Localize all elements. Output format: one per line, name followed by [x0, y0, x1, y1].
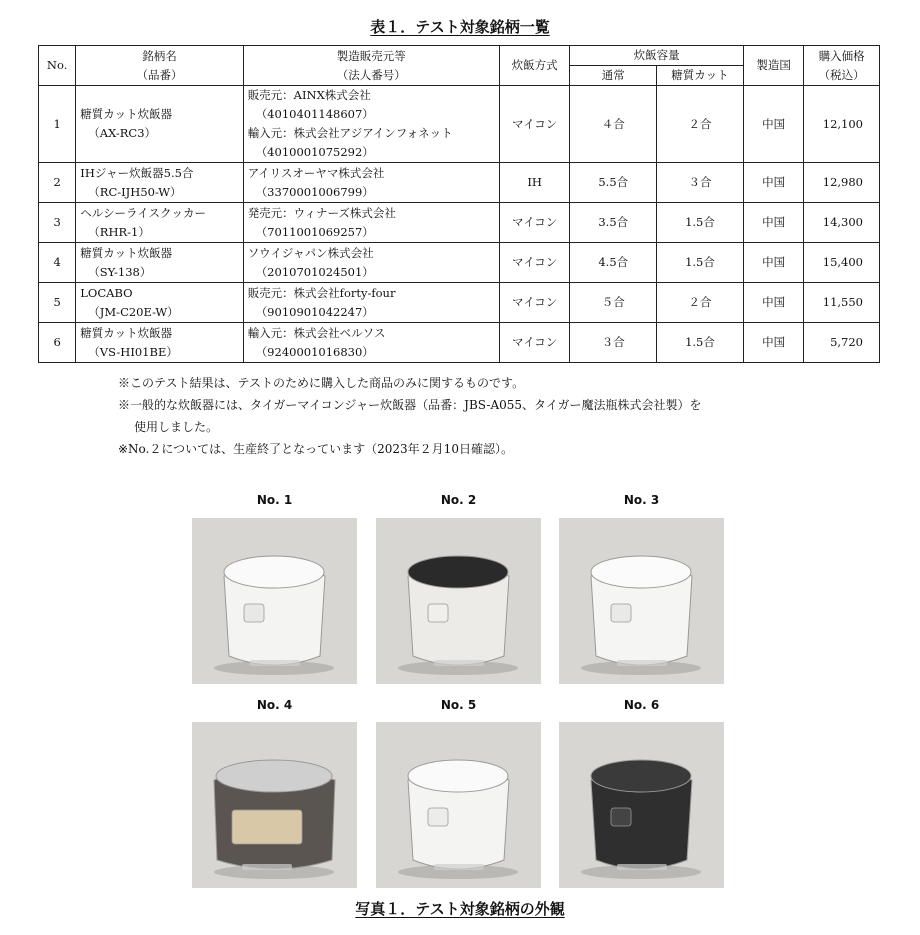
header-capacity: 炊飯容量 [570, 46, 743, 66]
cell-price: 5,720 [804, 323, 880, 363]
cell-method: マイコン [499, 243, 570, 283]
header-country: 製造国 [743, 46, 804, 86]
cell-no: 1 [39, 86, 76, 163]
header-name [76, 46, 243, 86]
photo-label: No. 5 [440, 698, 477, 712]
notes [118, 372, 878, 460]
maker-line: （2010701024501） [255, 264, 374, 279]
rice-cooker-icon [559, 722, 724, 888]
product-model: （RC-IJH50-W） [88, 184, 182, 199]
rice-cooker-icon [376, 722, 541, 888]
product-name: 糖質カット炊飯器 [80, 107, 173, 121]
table-row [39, 163, 880, 203]
rice-cooker-photo [376, 518, 541, 684]
cell-method: マイコン [499, 283, 570, 323]
product-model: （SY-138） [88, 264, 152, 279]
maker-line: （3370001006799） [255, 184, 374, 199]
rice-cooker-photo [376, 722, 541, 888]
rice-cooker-icon [192, 722, 357, 888]
cell-capacity-normal: 4.5合 [570, 243, 657, 283]
cell-country: 中国 [743, 283, 804, 323]
cell-no: 6 [39, 323, 76, 363]
photo-label: No. 1 [256, 493, 293, 507]
cell-method: マイコン [499, 323, 570, 363]
maker-line: 発売元：ウィナーズ株式会社 [247, 205, 396, 220]
rice-cooker-icon [192, 518, 357, 684]
cell-name [76, 243, 243, 283]
product-name: 糖質カット炊飯器 [80, 325, 173, 340]
header-method: 炊飯方式 [499, 46, 570, 86]
product-model: （AX-RC3） [88, 126, 157, 140]
table-title: 表１．テスト対象銘柄一覧 [370, 18, 550, 36]
header-row [39, 46, 880, 66]
cell-capacity-lowcarb: ２合 [657, 283, 744, 323]
cell-no: 3 [39, 203, 76, 243]
table-row [39, 86, 880, 163]
note-line: ※No.２については、生産終了となっています（2023年２月10日確認）。 [118, 442, 513, 456]
header-price-label: 購入価格 [818, 48, 865, 63]
cell-method: マイコン [499, 86, 570, 163]
cell-maker [243, 203, 499, 243]
header-price [804, 46, 880, 86]
cell-capacity-normal: 5.5合 [570, 163, 657, 203]
maker-line: ソウイジャパン株式会社 [247, 245, 374, 260]
table-row [39, 283, 880, 323]
cell-country: 中国 [743, 203, 804, 243]
header-maker-label: 製造販売元等 [336, 48, 406, 63]
note-line: ※一般的な炊飯器には、タイガーマイコンジャー炊飯器（品番：JBS-A055、タイガー魔法瓶株式会社製）を [118, 398, 702, 412]
product-model: （JM-C20E-W） [88, 304, 179, 319]
cell-capacity-normal: ４合 [570, 86, 657, 163]
cell-capacity-lowcarb: ３合 [657, 163, 744, 203]
cell-capacity-normal: ３合 [570, 323, 657, 363]
product-name: IHジャー炊飯器5.5合 [80, 165, 194, 180]
cell-price: 14,300 [804, 203, 880, 243]
cell-maker [243, 86, 499, 163]
cell-maker [243, 243, 499, 283]
cell-method: IH [499, 163, 570, 203]
maker-line: アイリスオーヤマ株式会社 [247, 165, 385, 180]
cell-name [76, 203, 243, 243]
cell-method: マイコン [499, 203, 570, 243]
rice-cooker-photo [192, 722, 357, 888]
maker-line: 輸入元：株式会社ベルソス [247, 325, 386, 340]
maker-line: （7011001069257） [255, 224, 374, 239]
rice-cooker-photo [559, 722, 724, 888]
photo-caption: 写真１．テスト対象銘柄の外観 [355, 900, 565, 918]
product-name: LOCABO [80, 285, 133, 300]
header-no: No. [39, 46, 76, 86]
note-line: 使用しました。 [134, 420, 219, 434]
header-maker-sub: （法人番号） [336, 67, 406, 82]
cell-country: 中国 [743, 86, 804, 163]
cell-capacity-lowcarb: ２合 [657, 86, 744, 163]
cell-name [76, 86, 243, 163]
cell-name [76, 283, 243, 323]
maker-line: 輸入元：株式会社アジアインフォネット [247, 126, 453, 140]
rice-cooker-icon [559, 518, 724, 684]
cell-price: 12,100 [804, 86, 880, 163]
product-name: ヘルシーライスクッカー [80, 205, 207, 220]
cell-no: 4 [39, 243, 76, 283]
cell-capacity-lowcarb: 1.5合 [657, 323, 744, 363]
maker-line: （9240001016830） [255, 344, 374, 359]
header-price-sub: （税込） [818, 67, 865, 82]
rice-cooker-photo [192, 518, 357, 684]
cell-name [76, 163, 243, 203]
cell-maker [243, 323, 499, 363]
maker-line: （4010401148607） [255, 107, 374, 121]
header-name-sub: （品番） [136, 67, 183, 82]
product-model: （VS-HI01BE） [88, 344, 178, 359]
cell-price: 11,550 [804, 283, 880, 323]
cell-capacity-lowcarb: 1.5合 [657, 243, 744, 283]
photo-label: No. 3 [623, 493, 660, 507]
cell-price: 12,980 [804, 163, 880, 203]
cell-no: 5 [39, 283, 76, 323]
table-row [39, 243, 880, 283]
cell-country: 中国 [743, 243, 804, 283]
cell-capacity-normal: ５合 [570, 283, 657, 323]
cell-maker [243, 283, 499, 323]
cell-country: 中国 [743, 163, 804, 203]
header-maker [243, 46, 499, 86]
cell-no: 2 [39, 163, 76, 203]
header-capacity-lowcarb: 糖質カット [657, 66, 744, 86]
cell-capacity-normal: 3.5合 [570, 203, 657, 243]
header-name-label: 銘柄名 [142, 48, 177, 63]
maker-line: 販売元：株式会社forty-four [247, 285, 396, 300]
product-table [38, 45, 880, 363]
table-row [39, 323, 880, 363]
product-name: 糖質カット炊飯器 [80, 245, 173, 260]
maker-line: 販売元：AINX株式会社 [247, 88, 371, 102]
cell-capacity-lowcarb: 1.5合 [657, 203, 744, 243]
photo-label: No. 6 [623, 698, 660, 712]
cell-name [76, 323, 243, 363]
rice-cooker-photo [559, 518, 724, 684]
photo-label: No. 4 [256, 698, 293, 712]
maker-line: （4010001075292） [255, 145, 374, 159]
note-line: ※このテスト結果は、テストのために購入した商品のみに関するものです。 [118, 376, 525, 390]
rice-cooker-icon [376, 518, 541, 684]
cell-country: 中国 [743, 323, 804, 363]
header-capacity-normal: 通常 [570, 66, 657, 86]
maker-line: （9010901042247） [255, 304, 374, 319]
product-model: （RHR-1） [88, 224, 150, 239]
cell-price: 15,400 [804, 243, 880, 283]
table-row [39, 203, 880, 243]
cell-maker [243, 163, 499, 203]
photo-label: No. 2 [440, 493, 477, 507]
